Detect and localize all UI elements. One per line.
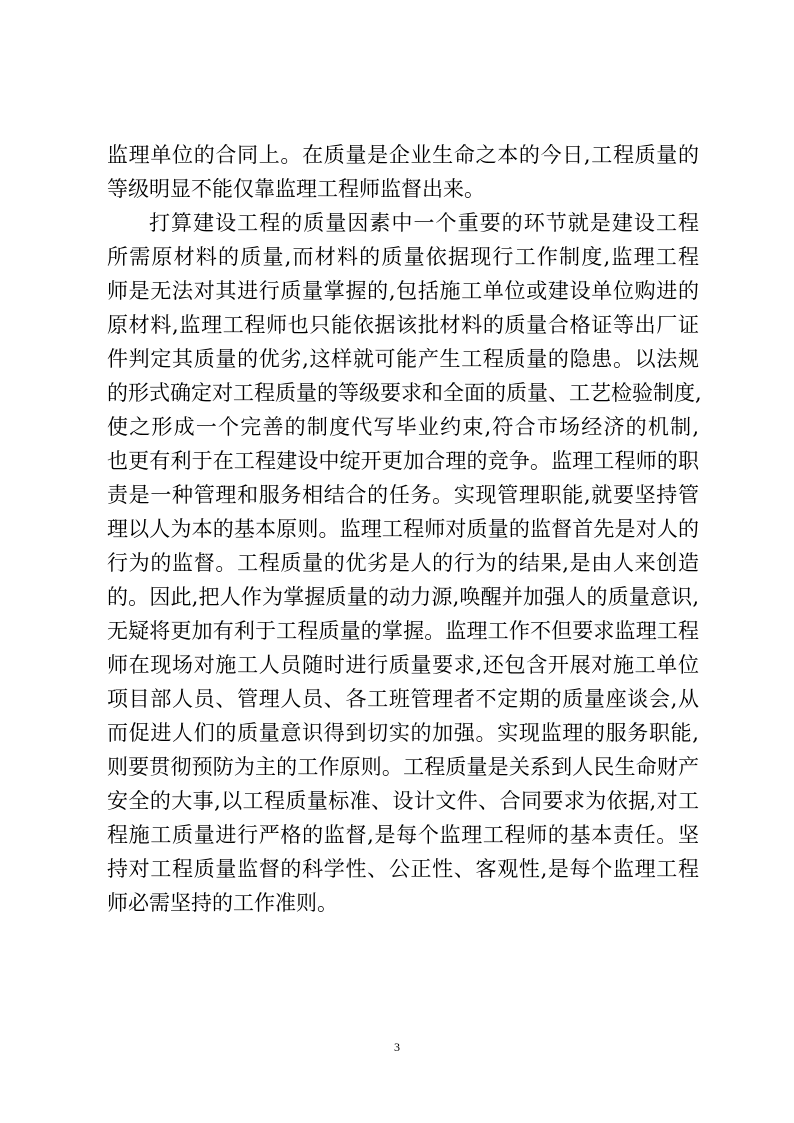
text-line: 等级明显不能仅靠监理工程师监督出来。 <box>107 177 485 201</box>
text-line: 也更有利于在工程建设中绽开更加合理的竞争。监理工程师的职 <box>107 449 699 473</box>
text-line: 师必需坚持的工作准则。 <box>107 891 338 915</box>
text-line: 师是无法对其进行质量掌握的,包括施工单位或建设单位购进的 <box>107 279 699 303</box>
paragraph-1 <box>107 138 699 206</box>
text-line: 打算建设工程的质量因素中一个重要的环节就是建设工程 <box>149 211 699 235</box>
text-line: 件判定其质量的优劣,这样就可能产生工程质量的隐患。以法规 <box>107 347 699 371</box>
text-line: 师在现场对施工人员随时进行质量要求,还包含开展对施工单位 <box>107 653 699 677</box>
text-line: 行为的监督。工程质量的优劣是人的行为的结果,是由人来创造 <box>107 551 699 575</box>
text-line: 安全的大事,以工程质量标准、设计文件、合同要求为依据,对工 <box>107 789 699 813</box>
document-body <box>107 138 702 920</box>
text-line: 持对工程质量监督的科学性、公正性、客观性,是每个监理工程 <box>107 857 699 881</box>
text-line: 原材料,监理工程师也只能依据该批材料的质量合格证等出厂证 <box>107 313 699 337</box>
text-line: 监理单位的合同上。在质量是企业生命之本的今日,工程质量的 <box>107 143 699 167</box>
text-line: 而促进人们的质量意识得到切实的加强。实现监理的服务职能, <box>107 721 699 745</box>
text-line: 的形式确定对工程质量的等级要求和全面的质量、工艺检验制度, <box>107 381 702 405</box>
text-line: 程施工质量进行严格的监督,是每个监理工程师的基本责任。坚 <box>107 823 699 847</box>
text-line: 所需原材料的质量,而材料的质量依据现行工作制度,监理工程 <box>107 245 699 269</box>
text-line: 责是一种管理和服务相结合的任务。实现管理职能,就要坚持管 <box>107 483 699 507</box>
text-line: 则要贯彻预防为主的工作原则。工程质量是关系到人民生命财产 <box>107 755 699 779</box>
text-line: 理以人为本的基本原则。监理工程师对质量的监督首先是对人的 <box>107 517 699 541</box>
text-line: 使之形成一个完善的制度代写毕业约束,符合市场经济的机制, <box>107 415 699 439</box>
page-number: 3 <box>394 1040 400 1054</box>
paragraph-2 <box>107 206 702 920</box>
text-line: 无疑将更加有利于工程质量的掌握。监理工作不但要求监理工程 <box>107 619 699 643</box>
text-line: 的。因此,把人作为掌握质量的动力源,唤醒并加强人的质量意识, <box>107 585 699 609</box>
text-line: 项目部人员、管理人员、各工班管理者不定期的质量座谈会,从 <box>107 687 699 711</box>
